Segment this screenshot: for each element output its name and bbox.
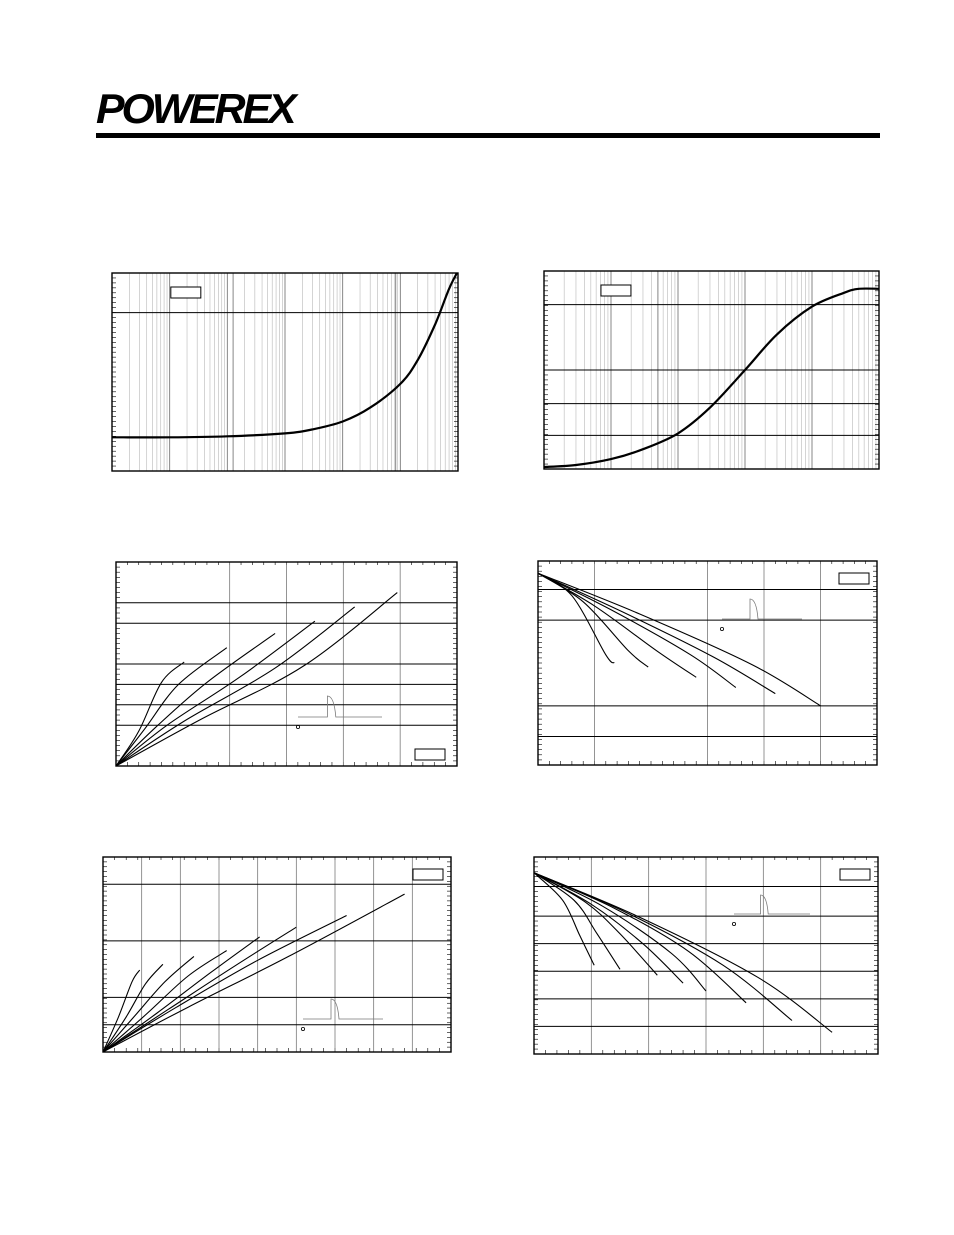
legend-box [840, 869, 870, 880]
waveform-marker [301, 1027, 304, 1030]
legend-box [839, 573, 869, 584]
legend-box [601, 285, 631, 296]
series-line-6 [103, 927, 296, 1052]
series-line-2 [116, 648, 227, 766]
series-line-5 [534, 873, 706, 991]
waveform-inset [734, 895, 810, 914]
series-line-1 [116, 662, 184, 766]
series-line-4 [116, 621, 315, 766]
series-line-1 [538, 573, 614, 663]
waveform-inset [303, 999, 383, 1019]
series-line-6 [534, 873, 746, 1003]
series-line-3 [534, 873, 657, 975]
waveform-marker [732, 922, 735, 925]
chart-2 [544, 271, 879, 469]
series-line-8 [103, 894, 405, 1052]
legend-box [171, 287, 201, 298]
series-line-3 [538, 573, 696, 677]
series-line-7 [103, 916, 347, 1053]
legend-box [413, 869, 443, 880]
chart-4 [538, 561, 877, 765]
header-rule [96, 133, 880, 138]
logo-wordmark: POWEREX [96, 85, 294, 132]
series-line-4 [103, 951, 227, 1052]
series-line-2 [103, 964, 163, 1052]
waveform-inset [298, 696, 382, 717]
waveform-marker [296, 725, 299, 728]
series-line-5 [116, 607, 355, 766]
series-line-1 [544, 289, 879, 467]
chart-6 [534, 857, 878, 1054]
plot-frame [103, 857, 451, 1052]
waveform-inset [722, 599, 802, 619]
chart-3 [116, 562, 457, 766]
powerex-logo [96, 85, 296, 132]
chart-1 [112, 273, 458, 471]
chart-5 [103, 857, 451, 1052]
waveform-marker [720, 627, 723, 630]
series-line-4 [534, 873, 683, 983]
legend-box [415, 749, 445, 760]
